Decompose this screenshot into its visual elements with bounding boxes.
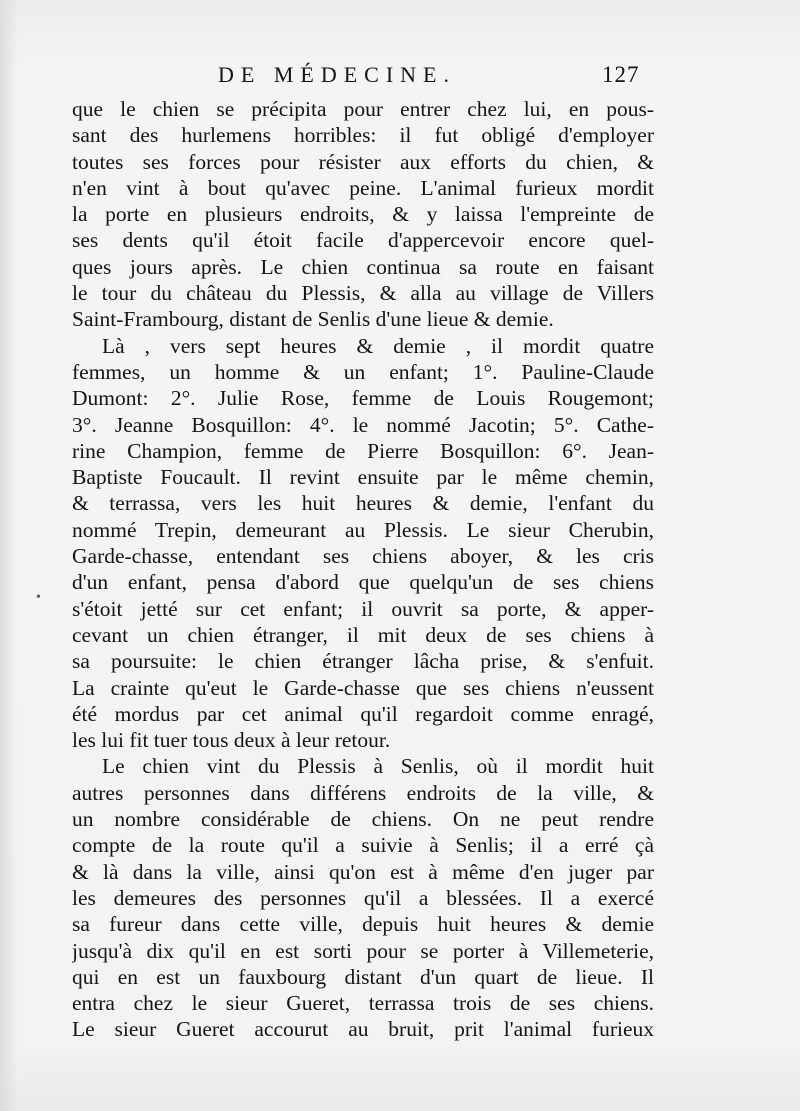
text-line: sant des hurlemens horribles: il fut obligé d'employer xyxy=(72,123,654,148)
text-line: n'en vint à bout qu'avec peine. L'animal furieux mordit xyxy=(72,175,654,200)
text-line: ques jours après. Le chien continua sa route en faisant xyxy=(72,254,654,279)
text-line: que le chien se précipita pour entrer chez lui, en pous- xyxy=(72,97,654,121)
text-line: compte de la route qu'il a suivie à Senlis; il a erré çà xyxy=(72,833,654,858)
text-line: les lui fit tuer tous deux à leur retour. xyxy=(72,728,391,753)
text-line: 3°. Jeanne Bosquillon: 4°. le nommé Jacotin; 5°. Cathe- xyxy=(72,412,654,437)
text-line: la porte en plusieurs endroits, & y laissa l'empreinte de xyxy=(72,202,654,227)
running-head: DE MÉDECINE. xyxy=(218,62,456,87)
text-line: ses dents qu'il étoit facile d'appercevoir encore quel- xyxy=(72,228,654,253)
text-line: & terrassa, vers les huit heures & demie, l'enfant du xyxy=(72,491,654,516)
text-line: le tour du château du Plessis, & alla au village de Villers xyxy=(72,281,654,306)
text-line: Garde-chasse, entendant ses chiens aboyer, & les cris xyxy=(72,544,654,569)
text-line: Baptiste Foucault. Il revint ensuite par le même chemin, xyxy=(72,465,654,490)
text-line: Le sieur Gueret accourut au bruit, prit l'animal furieux xyxy=(72,1017,654,1042)
text-line: s'étoit jetté sur cet enfant; il ouvrit sa porte, & apper- xyxy=(72,596,654,621)
text-line: cevant un chien étranger, il mit deux de ses chiens à xyxy=(72,622,654,647)
page-edge-shadow xyxy=(0,0,18,1111)
text-line: toutes ses forces pour résister aux efforts du chien, & xyxy=(72,149,654,174)
text-line: entra chez le sieur Gueret, terrassa trois de ses chiens. xyxy=(72,991,654,1016)
text-line: jusqu'à dix qu'il en est sorti pour se porter à Villemeterie, xyxy=(72,938,654,963)
text-line: un nombre considérable de chiens. On ne peut rendre xyxy=(72,807,654,832)
body-text xyxy=(72,96,654,1043)
text-line: Dumont: 2°. Julie Rose, femme de Louis Rougemont; xyxy=(72,386,654,411)
text-line: d'un enfant, pensa d'abord que quelqu'un de ses chiens xyxy=(72,570,654,595)
text-line: Saint-Frambourg, distant de Senlis d'une lieue & demie. xyxy=(72,307,554,332)
text-line: Le chien vint du Plessis à Senlis, où il mordit huit xyxy=(102,754,654,779)
text-line: sa poursuite: le chien étranger lâcha prise, & s'enfuit. xyxy=(72,649,654,674)
margin-speck: • xyxy=(36,590,41,605)
text-line: Là , vers sept heures & demie , il mordit quatre xyxy=(102,333,654,358)
text-line: autres personnes dans différens endroits de la ville, & xyxy=(72,780,654,805)
text-line: & là dans la ville, ainsi qu'on est à même d'en juger par xyxy=(72,859,654,884)
text-line: femmes, un homme & un enfant; 1°. Pauline-Claude xyxy=(72,359,654,384)
text-line: été mordus par cet animal qu'il regardoit comme enragé, xyxy=(72,701,654,726)
text-line: les demeures des personnes qu'il a blessées. Il a exercé xyxy=(72,885,654,910)
text-line: rine Champion, femme de Pierre Bosquillon: 6°. Jean- xyxy=(72,438,654,463)
text-line: sa fureur dans cette ville, depuis huit heures & demie xyxy=(72,912,654,937)
page-number: 127 xyxy=(602,62,640,87)
text-line: nommé Trepin, demeurant au Plessis. Le sieur Cherubin, xyxy=(72,517,654,542)
page-header xyxy=(0,62,800,96)
text-line: La crainte qu'eut le Garde-chasse que ses chiens n'eussent xyxy=(72,675,654,700)
text-line: qui en est un fauxbourg distant d'un quart de lieue. Il xyxy=(72,964,654,989)
